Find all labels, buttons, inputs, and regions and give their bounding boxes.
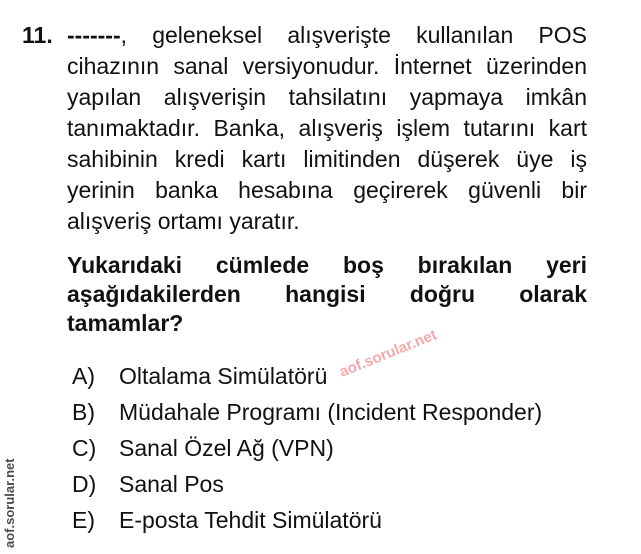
option-text: Müdahale Programı (Incident Responder) [119,398,543,425]
blank-placeholder: ------- [67,22,121,48]
answer-options [72,358,542,538]
question-number: 11. [22,22,53,48]
option-letter: E) [72,506,95,533]
option-c[interactable] [72,430,542,466]
option-a[interactable] [72,358,542,394]
option-b[interactable] [72,394,542,430]
stem-text: , geleneksel alışverişte kullanılan POS cihazının sanal versiyonudur. İnternet üzerinden yapılan alışverişin tahsilatını yapmaya imkân tanımaktadır. Banka, alışveriş işlem tutarını kart sahibinin kredi kartı limitinden düşerek üye iş yerinin banka hesabına geçirerek güvenli bir alışveriş ortamı yaratır. [67,22,587,234]
option-letter: B) [72,398,95,425]
option-text: Sanal Pos [119,470,224,497]
option-text: E-posta Tehdit Simülatörü [119,506,382,533]
watermark-center: aof.sorular.net [337,326,440,381]
question-stem [67,20,587,237]
watermark-side: aof.sorular.net [2,458,17,548]
question-prompt: Yukarıdaki cümlede boş bırakılan yeri aşağıdakilerden hangisi doğru olarak tamamlar? [67,252,587,336]
option-letter: A) [72,362,95,389]
option-d[interactable] [72,466,542,502]
option-text: Sanal Özel Ağ (VPN) [119,434,334,461]
option-letter: C) [72,434,97,461]
option-letter: D) [72,470,97,497]
option-e[interactable] [72,502,542,538]
option-text: Oltalama Simülatörü [119,362,328,389]
